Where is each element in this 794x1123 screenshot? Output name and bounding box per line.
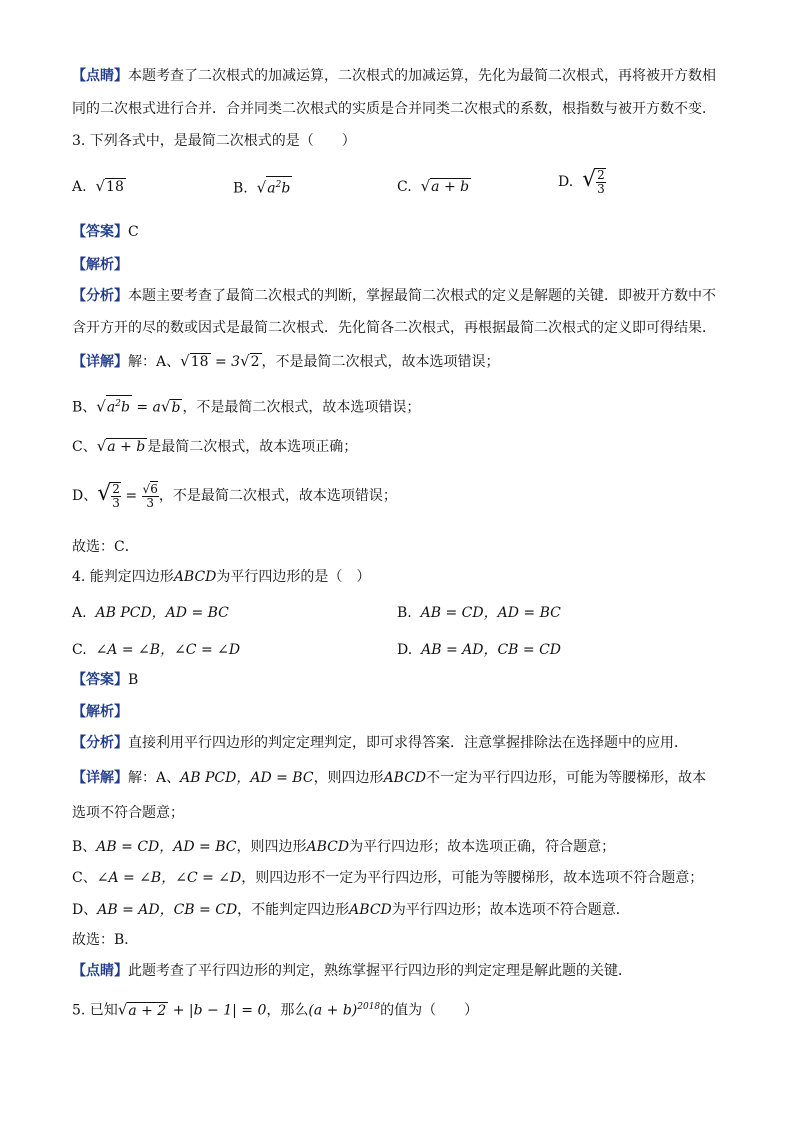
q4-option-b: B. AB = CD，AD = BC: [397, 605, 561, 621]
q3-xiangjie-d: D、√ $\frac{2}{3}$ = $\frac{√6}{3}$ ，不是最简二次根式，故本选项错误；: [72, 481, 397, 510]
q3-answer: 【答案】C: [72, 224, 139, 240]
q3-xiangjie-c: C、√a + b 是最简二次根式，故本选项正确；: [72, 437, 358, 455]
q3-option-b: B. $√a^2b$: [233, 176, 292, 199]
q4-xiangjie-d: D、AB = AD，CB = CD，不能判定四边形ABCD为平行四边形；故本选项不符合题意．: [72, 902, 630, 918]
dianjing-line-1: 【点睛】本题考查了二次根式的加减运算，二次根式的加减运算，先化为最简二次根式，再将被开方数相: [72, 68, 716, 84]
q4-option-c: C. ∠A = ∠B，∠C = ∠D: [72, 642, 241, 658]
q4-guxuan: 故选：B．: [72, 932, 139, 948]
q3-guxuan: 故选：C．: [72, 539, 139, 555]
q4-answer: 【答案】B: [72, 672, 139, 688]
dianjing-tag: 【点睛】: [72, 68, 128, 84]
q3-option-d: D. √ $\frac{2}{3}$: [558, 167, 605, 196]
q4-xiangjie-b: B、AB = CD，AD = BC，则四边形ABCD为平行四边形；故本选项正确，符合题意；: [72, 839, 616, 855]
q4-stem: 4. 能判定四边形ABCD为平行四边形的是（ ）: [72, 569, 371, 585]
q4-xiangjie-a-line-1: 【详解】解：A、AB PCD，AD = BC，则四边形ABCD不一定为平行四边形，可能为等腰梯形，故本: [72, 770, 707, 786]
q4-option-d: D. AB = AD，CB = CD: [397, 642, 562, 658]
q3-fenxi-line-2: 含开方开的尽的数或因式是最简二次根式．先化简各二次根式，再根据最简二次根式的定义即可得结果．: [72, 320, 716, 336]
q4-xiangjie-c: C、∠A = ∠B，∠C = ∠D，则四边形不一定为平行四边形，可能为等腰梯形，故本选项不符合题意；: [72, 870, 704, 886]
q3-option-a: A. √18: [72, 177, 124, 195]
q4-fenxi: 【分析】直接利用平行四边形的判定定理判定，即可求得答案．注意掌握排除法在选择题中的应用．: [72, 735, 688, 751]
q4-option-a: A. AB PCD，AD = BC: [72, 605, 229, 621]
q3-fenxi-line-1: 【分析】本题主要考查了最简二次根式的判断，掌握最简二次根式的定义是解题的关键．即被开方数中不: [72, 288, 716, 304]
q3-jiexi: 【解析】: [72, 257, 128, 273]
q3-xiangjie-b: B、$√a^2b = a√b$ ，不是最简二次根式，故本选项错误；: [72, 395, 420, 418]
q4-dianjing: 【点睛】此题考查了平行四边形的判定，熟练掌握平行四边形的判定定理是解此题的关键．: [72, 963, 632, 979]
q3-option-c: C. √a + b: [397, 177, 470, 195]
q4-xiangjie-a-line-2: 选项不符合题意；: [72, 805, 184, 821]
q3-stem: 3. 下列各式中，是最简二次根式的是（ ）: [72, 133, 356, 149]
q3-xiangjie-a: 【详解】解：A、√18 = 3√2 ，不是最简二次根式，故本选项错误；: [72, 352, 500, 370]
q4-jiexi: 【解析】: [72, 704, 128, 720]
q5-stem: 5. 已知√a + 2 + |b − 1| = 0，那么$(a + b)^{2018}$的值为（ ）: [72, 1000, 479, 1019]
dianjing-line-2: 同的二次根式进行合并．合并同类二次根式的实质是合并同类二次根式的系数，根指数与被开方数不变．: [72, 101, 716, 117]
